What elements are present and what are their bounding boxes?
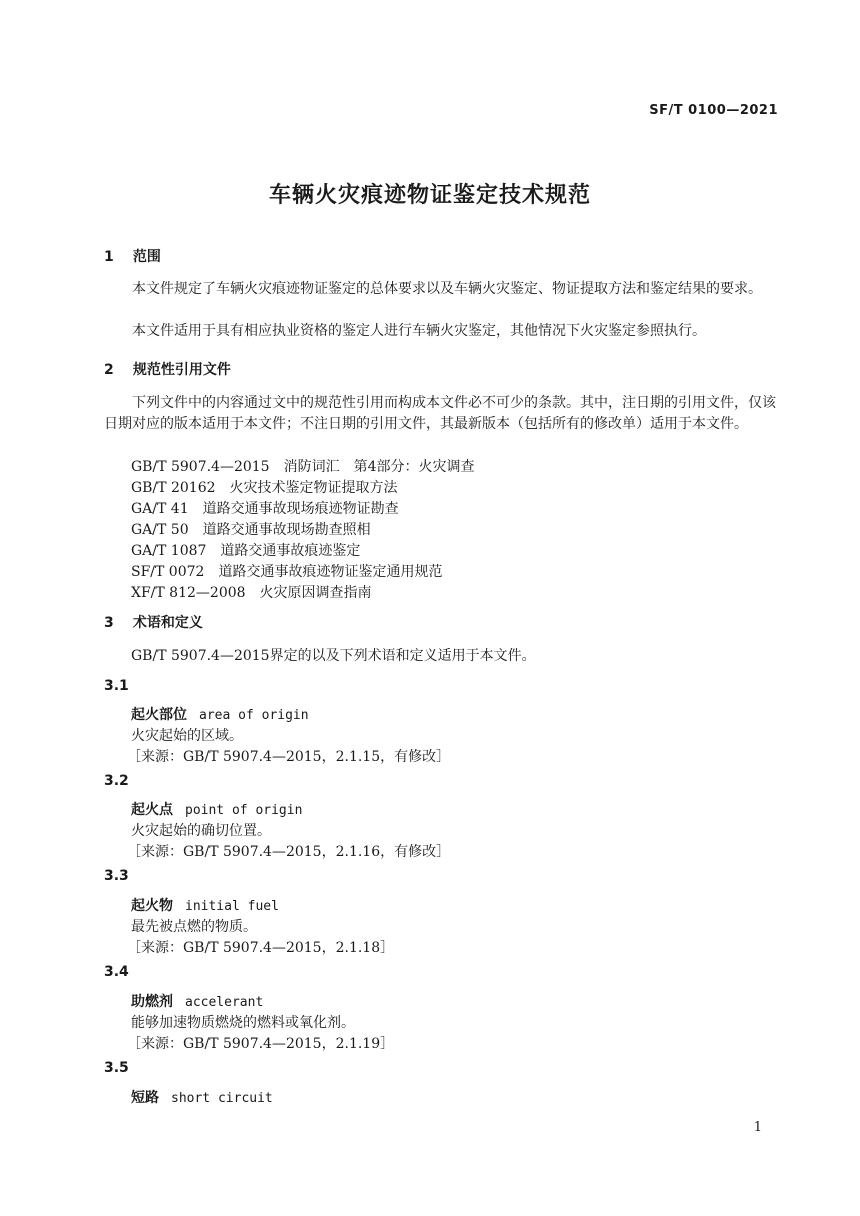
section-number: 3 bbox=[104, 615, 114, 631]
reference-item: GB/T 5907.4—2015 消防词汇 第4部分：火灾调查 bbox=[131, 459, 475, 475]
term-heading bbox=[131, 1087, 273, 1107]
section-title: 术语和定义 bbox=[132, 615, 203, 631]
term-heading bbox=[131, 991, 263, 1011]
term-heading bbox=[131, 895, 279, 915]
term-source: ［来源：GB/T 5907.4—2015，2.1.15，有修改］ bbox=[127, 749, 451, 765]
term-source: ［来源：GB/T 5907.4—2015，2.1.16，有修改］ bbox=[127, 844, 451, 860]
document-code: SF/T 0100—2021 bbox=[649, 103, 778, 118]
term-definition: 火灾起始的确切位置。 bbox=[131, 823, 271, 839]
section-number: 2 bbox=[104, 362, 114, 378]
reference-item: SF/T 0072 道路交通事故痕迹物证鉴定通用规范 bbox=[131, 564, 443, 580]
term-chinese: 起火物 bbox=[131, 898, 173, 914]
term-heading bbox=[131, 799, 302, 819]
section-title: 范围 bbox=[132, 249, 161, 265]
term-heading bbox=[131, 704, 309, 724]
section-1-paragraph-1: 本文件规定了车辆火灾痕迹物证鉴定的总体要求以及车辆火灾鉴定、物证提取方法和鉴定结果的要求。 bbox=[132, 281, 762, 297]
term-number: 3.2 bbox=[104, 773, 129, 789]
term-chinese: 短路 bbox=[131, 1090, 159, 1106]
term-chinese: 起火点 bbox=[131, 802, 173, 818]
term-number: 3.5 bbox=[104, 1060, 129, 1076]
term-source: ［来源：GB/T 5907.4—2015，2.1.19］ bbox=[127, 1036, 395, 1052]
section-heading-1 bbox=[104, 246, 161, 266]
section-heading-3 bbox=[104, 612, 203, 632]
section-3-paragraph-1: GB/T 5907.4—2015界定的以及下列术语和定义适用于本文件。 bbox=[131, 648, 536, 664]
section-number: 1 bbox=[104, 249, 114, 265]
page-number: 1 bbox=[753, 1120, 762, 1135]
term-english: short circuit bbox=[171, 1091, 273, 1106]
term-source: ［来源：GB/T 5907.4—2015，2.1.18］ bbox=[127, 940, 395, 956]
term-english: accelerant bbox=[185, 995, 264, 1010]
term-definition: 能够加速物质燃烧的燃料或氧化剂。 bbox=[131, 1015, 355, 1031]
term-definition: 最先被点燃的物质。 bbox=[131, 919, 257, 935]
term-chinese: 助燃剂 bbox=[131, 994, 173, 1010]
section-2-paragraph-1: 下列文件中的内容通过文中的规范性引用而构成本文件必不可少的条款。其中，注日期的引用文件，仅该日期对应的版本适用于本文件；不注日期的引用文件，其最新版本（包括所有的修改单）适用于本文件。 bbox=[104, 395, 776, 432]
reference-item: GB/T 20162 火灾技术鉴定物证提取方法 bbox=[131, 480, 398, 496]
section-1-paragraph-2: 本文件适用于具有相应执业资格的鉴定人进行车辆火灾鉴定，其他情况下火灾鉴定参照执行。 bbox=[132, 323, 706, 339]
reference-item: GA/T 41 道路交通事故现场痕迹物证勘查 bbox=[131, 501, 399, 517]
term-number: 3.1 bbox=[104, 678, 129, 694]
term-english: initial fuel bbox=[185, 899, 279, 914]
term-number: 3.3 bbox=[104, 868, 129, 884]
term-english: point of origin bbox=[185, 803, 303, 818]
term-definition: 火灾起始的区域。 bbox=[131, 728, 243, 744]
term-number: 3.4 bbox=[104, 964, 129, 980]
section-heading-2 bbox=[104, 359, 231, 379]
reference-item: GA/T 50 道路交通事故现场勘查照相 bbox=[131, 522, 371, 538]
reference-item: XF/T 812—2008 火灾原因调查指南 bbox=[131, 585, 372, 601]
term-chinese: 起火部位 bbox=[131, 707, 187, 723]
page-title: 车辆火灾痕迹物证鉴定技术规范 bbox=[268, 183, 591, 208]
section-title: 规范性引用文件 bbox=[132, 362, 231, 378]
reference-item: GA/T 1087 道路交通事故痕迹鉴定 bbox=[131, 543, 361, 559]
term-english: area of origin bbox=[199, 708, 309, 723]
